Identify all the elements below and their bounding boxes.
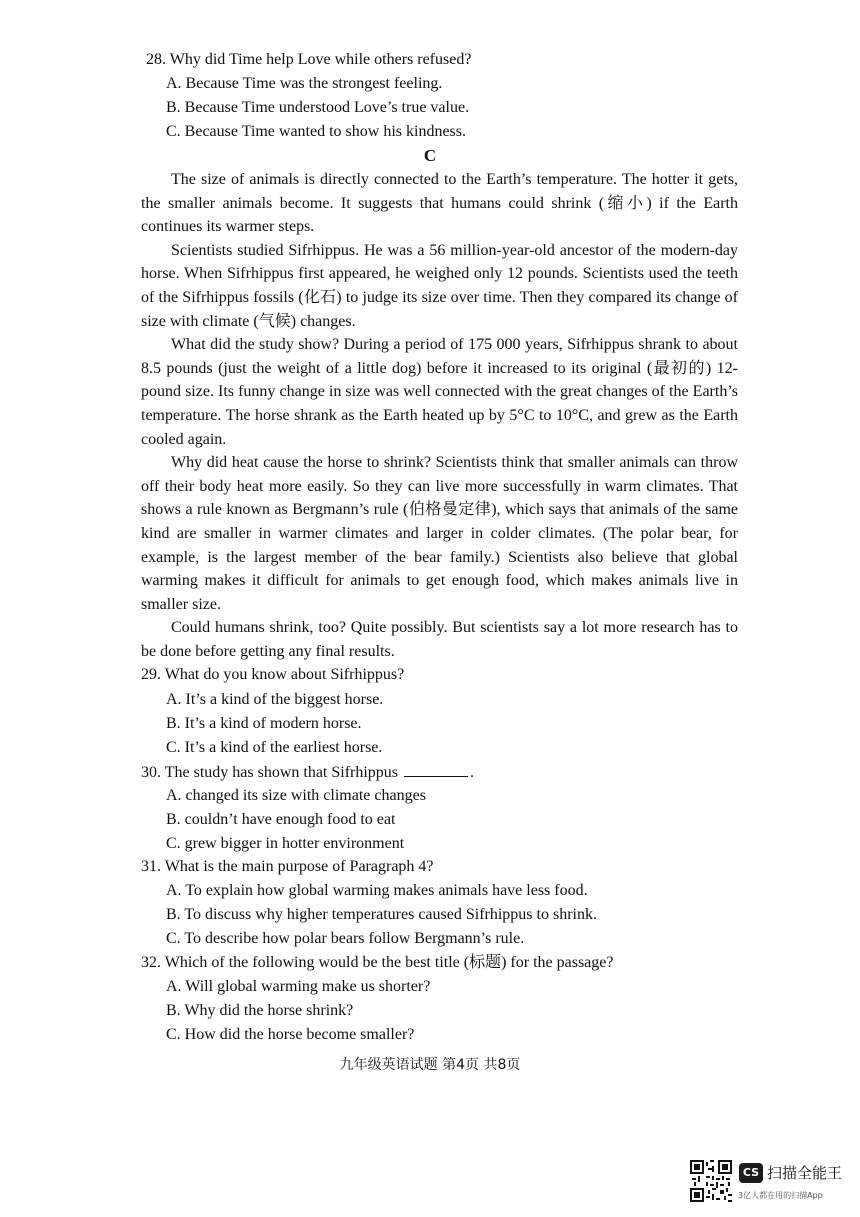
question-29-option-b: B. It’s a kind of modern horse. [166, 715, 362, 732]
question-31-option-b: B. To discuss why higher temperatures caused Sifrhippus to shrink. [166, 906, 597, 923]
camscanner-tagline: 3亿人都在用的扫描App [738, 1191, 823, 1200]
passage-paragraph-2: Scientists studied Sifrhippus. He was a 56 million-year-old ancestor of the modern-day horse. When Sifrhippus first appeared, he weighed only 12 pounds. Scientists used the teeth of the Sifrhippus fossils (化石) to judge its size over time. Then they compared its change of size with climate (气候) changes. [141, 241, 738, 330]
question-32-option-c: C. How did the horse become smaller? [166, 1026, 415, 1043]
section-heading: C [423, 146, 437, 165]
question-30-period: . [470, 764, 475, 781]
question-28-option-a: A. Because Time was the strongest feeling. [166, 75, 443, 92]
question-29-option-c: C. It’s a kind of the earliest horse. [166, 739, 383, 756]
question-30-option-c: C. grew bigger in hotter environment [166, 835, 405, 852]
passage-paragraph-3: What did the study show? During a period of 175 000 years, Sifrhippus shrank to about 8.5 pounds (just the weight of a little dog) before it increased to its original (最初的) 12-pound size. Its funny change in size was well connected with the great changes of the Earth’s temperature. The horse shrank as the Earth heated up by 5°C to 10°C, and grew as the Earth cooled again. [141, 336, 738, 448]
question-28-option-c: C. Because Time wanted to show his kindness. [166, 123, 466, 140]
passage-paragraph-5: Could humans shrink, too? Quite possibly. But scientists say a lot more research has to be done before getting any final results. [141, 619, 738, 660]
question-31-stem: 31. What is the main purpose of Paragraph 4? [141, 858, 434, 875]
question-32-option-b: B. Why did the horse shrink? [166, 1002, 354, 1019]
question-30-option-a: A. changed its size with climate changes [166, 787, 426, 804]
passage-paragraph-1: The size of animals is directly connected to the Earth’s temperature. The hotter it gets, the smaller animals become. It suggests that humans could shrink (缩小) if the Earth continues its warmer steps. [141, 171, 738, 236]
question-30-stem: 30. The study has shown that Sifrhippus [141, 764, 399, 781]
question-31-option-c: C. To describe how polar bears follow Bergmann’s rule. [166, 930, 525, 947]
qr-code-icon [690, 1160, 732, 1202]
passage-paragraph-4: Why did heat cause the horse to shrink? Scientists think that smaller animals can throw off their body heat more easily. So they can live more successfully in warm climates. That shows a rule known as Bergmann’s rule (伯格曼定律), which says that animals of the same kind are smaller in warmer climates and larger in colder climates. (The polar bear, for example, is the largest member of the bear family.) Scientists also believe that global warming makes it difficult for animals to get enough food, which makes animals live in smaller size. [141, 454, 738, 613]
question-28-stem: 28. Why did Time help Love while others refused? [146, 51, 472, 68]
question-29-option-a: A. It’s a kind of the biggest horse. [166, 691, 384, 708]
question-32-stem: 32. Which of the following would be the best title (标题) for the passage? [141, 954, 614, 971]
question-28-option-b: B. Because Time understood Love’s true value. [166, 99, 470, 116]
question-30-stem-line [141, 762, 474, 783]
question-32-option-a: A. Will global warming make us shorter? [166, 978, 431, 995]
camscanner-name: 扫描全能王 [767, 1164, 843, 1182]
question-30-option-b: B. couldn’t have enough food to eat [166, 811, 396, 828]
page-footer: 九年级英语试题 第4页 共8页 [339, 1057, 521, 1073]
camscanner-logo: CS [739, 1163, 763, 1183]
answer-blank [404, 762, 468, 777]
reading-passage [141, 168, 738, 663]
question-31-option-a: A. To explain how global warming makes animals have less food. [166, 882, 588, 899]
question-29-stem: 29. What do you know about Sifrhippus? [141, 666, 405, 683]
